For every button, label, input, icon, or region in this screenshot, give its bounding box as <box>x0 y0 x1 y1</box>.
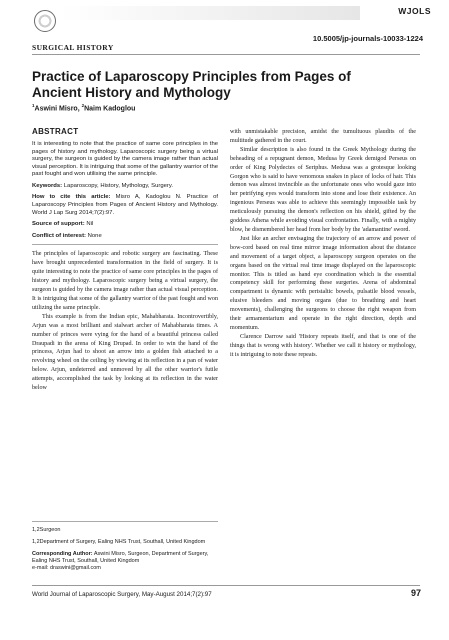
author-list: $^1$Aswini Misro, $^2$Naim Kadoglou <box>32 103 136 113</box>
conflict <box>32 233 218 241</box>
author-1-sup: 1 <box>32 103 35 108</box>
left-column <box>32 128 218 393</box>
footnotes <box>32 521 218 577</box>
abstract-divider <box>32 244 218 245</box>
top-banner <box>0 0 449 28</box>
right-column <box>230 128 416 360</box>
corr-label: Corresponding Author: <box>32 551 93 557</box>
citation <box>32 194 218 217</box>
keywords <box>32 183 218 191</box>
footer-rule <box>32 585 420 586</box>
body-paragraph: Just like an archer envisaging the trajectory of an arrow and power of bow-cord based on real time mirror image information about the distance and movement of a target object, a laparoscopy surgeon operates on the organs based on the virtual real time image displayed on the laparoscopic monitor. This is titled as hand eye coordination which is the essential competency skill for performing these surgeries. Arena of abdominal compartment is dynamic with peristaltic bowels, pulsatile blood vessels, elusive bleeders and moving organs (due to breathing and heart movements), challenging the surgeons to choose the right weapon from their armamentarium and operate in the right direction, depth and momentum. <box>230 235 416 331</box>
keywords-label: Keywords: <box>32 182 63 189</box>
corr-value: Aswini Misro, Surgeon, Department of Surgery, Ealing NHS Trust, Southall, United Kingdom <box>32 551 209 564</box>
support-value: Nil <box>86 221 94 228</box>
footnote-role: 1,2Surgeon <box>32 527 61 533</box>
journal-logo-icon <box>34 10 56 32</box>
cite-value: Misro A, Kadoglou N. Practice of Laparoscopy Principles from Pages of Ancient History and Mythology. World J Lap Surg 2014;7(2):97. <box>32 194 219 216</box>
banner-gradient <box>60 6 360 20</box>
footnote-rule <box>32 521 218 522</box>
abstract-block <box>32 128 218 240</box>
author-2-name: Naim Kadoglou <box>84 105 136 113</box>
conflict-value: None <box>87 232 102 239</box>
header-rule <box>32 54 420 55</box>
body-paragraph: Clarence Darrow said 'History repeats itself, and that is one of the things that is wrong with history'. Whether we call it history or mythology, it is intriguing to note these repeats. <box>230 333 416 358</box>
author-1-name: Aswini Misro <box>34 105 78 113</box>
doi: 10.5005/jp-journals-10033-1224 <box>312 34 423 43</box>
author-2-sup: 2 <box>81 103 85 108</box>
footer-journal: World Journal of Laparoscopic Surgery, May-August 2014;7(2):97 <box>32 591 212 598</box>
body-paragraph: The principles of laparoscopic and robotic surgery are fascinating. These have brought unprecedented transformation in the field of surgery. It is quite interesting to note the practice of same core principles in the pages of history and mythology. Laparoscopic surgery being a virtual surgery, the surgeon is guided by the camera image rather than actual visual perception. It is intriguing that some of the gallantry warrior of the past fought and won utilizing the same principle. <box>32 251 218 311</box>
body-paragraph: Similar description is also found in the Greek Mythology during the beheading of a repugnant demon, Medusa by Greek demigod Perseus on order of King Polydectes of Seriphus. Medusa was a grotesque looking Gorgon who is said to have venomous snakes in place of locks of hair. This demon was almost invincible as the unfortunate ones who would gaze into her petrifying eyes would transform into stone and lose their existence. An ingenious Perseus was able to achieve this seemingly impossible task by meticulously pursuing the demon's reflection on his shield, gifted by the goddess Athena while avoiding visual confrontation. Finally, with a mighty blow, he dismembered her head from her body by the 'adamantine' sword. <box>230 146 416 233</box>
abstract-heading: ABSTRACT <box>32 127 79 136</box>
journal-tag: WJOLS <box>398 6 431 16</box>
support <box>32 221 218 229</box>
article-title: Practice of Laparoscopy Principles from Pages of Ancient History and Mythology <box>32 69 351 100</box>
corr-email: e-mail: draswini@gmail.com <box>32 565 101 571</box>
footnote-corresponding <box>32 551 218 572</box>
section-label: SURGICAL HISTORY <box>32 43 114 52</box>
footnote-dept: 1,2Department of Surgery, Ealing NHS Trust, Southall, United Kingdom <box>32 539 206 545</box>
body-paragraph: with unmistakable precision, amidst the tumultuous plaudits of the multitude gathered in the court. <box>230 129 416 144</box>
keywords-value: Laparoscopy, History, Mythology, Surgery. <box>63 182 174 189</box>
support-label: Source of support: <box>32 221 85 228</box>
conflict-label: Conflict of interest: <box>32 232 86 239</box>
cite-label: How to cite this article: <box>32 194 111 201</box>
abstract-text: It is interesting to note that the practice of same core principles in the pages of history and mythology. Laparoscopic surgery being a virtual surgery, the surgeon is guided by the camera image rather than actual visual perception. It is intriguing that some of the gallantry warrior of the past fought and won utilising the same principle. <box>32 140 218 178</box>
body-paragraph: This example is from the Indian epic, Mahabharata. Incontrovertibly, Arjun was a most brilliant and stalwart archer of Mahabharata times. A number of princes were vying for the hand of a beautiful princess called Draupadi in the arena of King Drupad. In order to win the hand of the princess, Arjun had to shoot an arrow into a golden fish attached to a revolving wheel on the ceiling by viewing at its reflection in a pan of water below. Arjun, undeterred and unmoved by all the other warrior's futile attempts, accomplished the task by looking at its reflection in the water below <box>32 313 218 392</box>
page-number: 97 <box>410 588 421 598</box>
